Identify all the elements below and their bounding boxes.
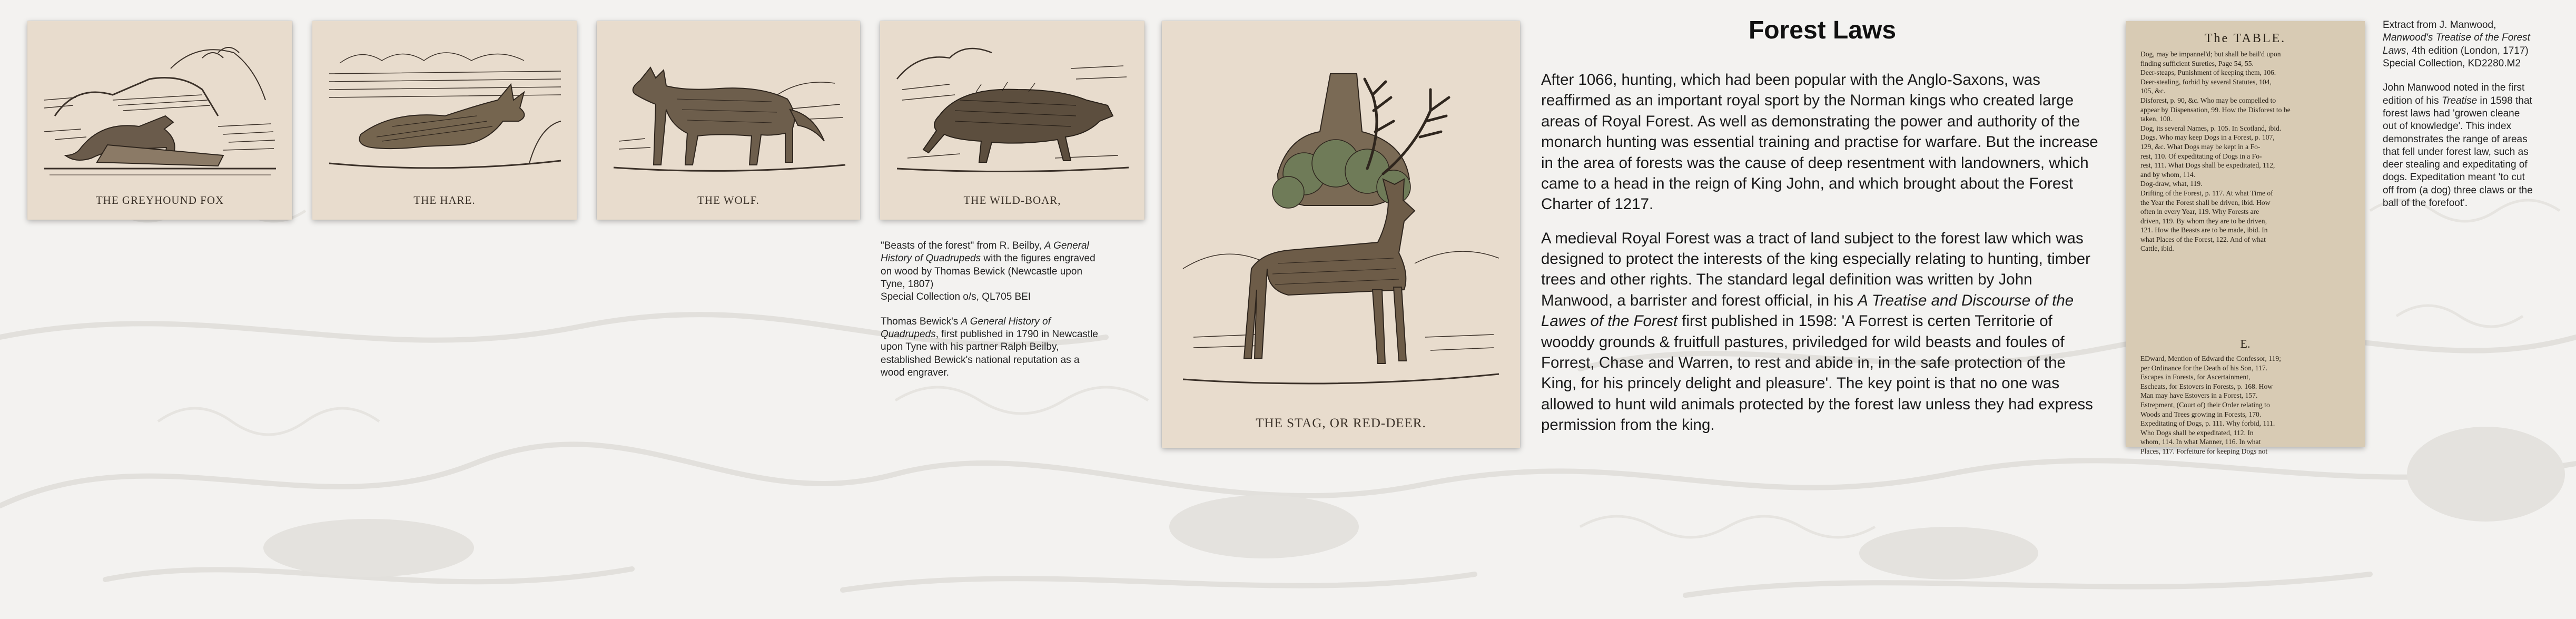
index-line: Dog, may be impannel'd; but shall be bail'd upon (2140, 50, 2281, 58)
wolf-engraving-icon (614, 36, 845, 189)
index-line: Escheats, for Estovers in Forests, p. 168. How (2140, 382, 2273, 390)
index-line: driven, 119. By whom they are to be driven, (2140, 217, 2267, 225)
index-line: what Places of the Forest, 122. And of what (2140, 235, 2266, 243)
index-line: Places, 117. Forfeiture for keeping Dogs not (2140, 447, 2268, 455)
plate-caption-stag: THE STAG, OR RED-DEER. (1256, 416, 1426, 430)
beasts-caption-source: "Beasts of the forest" from R. Beilby, A General History of Quadrupeds with the figures engraved on wood by Thomas Bewick (Newcastle upon Tyne, 1807) Special Collection o/s, QL705 BEI (881, 240, 1095, 303)
index-line: EDward, Mention of Edward the Confessor, 119; (2140, 355, 2281, 362)
index-line: Woods and Trees growing in Forests, 170. (2140, 410, 2262, 418)
plate-caption-fox: THE GREYHOUND FOX (95, 194, 224, 207)
index-line: Escapes in Forests, for Ascertainment, (2140, 373, 2251, 381)
paragraph-norman-hunting: After 1066, hunting, which had been popular with the Anglo-Saxons, was reaffirmed as an important royal sport by the Norman kings who created large areas of Royal Forest. As well as demonstrating the power and authority of the monarch hunting was essential training and practise for warfare. But the increase in the area of forests was the cause of deep resentment with landowners, which came to a head in the reign of King John, and which brought about the Forest Charter of 1217. (1541, 71, 2098, 213)
index-line: Deer-steaps, Punishment of keeping them, 106. (2140, 68, 2276, 77)
index-line: 121. How the Beasts are to be made, ibid. In (2140, 226, 2268, 234)
fox-plate (27, 21, 292, 220)
index-line: taken, 100. (2140, 115, 2173, 123)
hare-plate (312, 21, 577, 220)
plate-caption-hare: THE HARE. (413, 194, 476, 207)
index-line: 105, &c. (2140, 87, 2166, 95)
beasts-caption (881, 240, 1154, 391)
index-line: Estrepment, (Court of) their Order relating to (2140, 400, 2270, 409)
index-line: whom, 114. In what Manner, 116. In what (2140, 438, 2261, 446)
boar-plate (880, 21, 1144, 220)
beasts-caption-note: Thomas Bewick's A General History of Quadrupeds, first published in 1790 in Newcastle upon Tyne with his partner Ralph Beilby, established Bewick's national reputation as a wood engraver. (881, 316, 1098, 378)
index-line: Drifting of the Forest, p. 117. At what Time of (2140, 189, 2273, 197)
extract-caption (2383, 19, 2572, 221)
plate-caption-boar: THE WILD-BOAR, (963, 194, 1061, 207)
stag-plate (1162, 21, 1520, 448)
index-line: rest, 110. Of expeditating of Dogs in a Fo- (2140, 152, 2262, 160)
index-line: and by whom, 114. (2140, 170, 2196, 179)
index-line: Man may have Estovers in a Forest, 157. (2140, 391, 2258, 400)
book-page-section-letter: E. (2240, 337, 2251, 350)
index-line: often in every Year, 119. Why Forests are (2140, 208, 2259, 216)
index-line: Disforest, p. 90, &c. Who may be compelled to (2140, 96, 2276, 104)
treatise-index-page (2126, 21, 2365, 455)
page-title: Forest Laws (1748, 16, 1897, 44)
index-line: finding sufficient Sureties, Page 54, 55. (2140, 59, 2254, 67)
index-line: Who Dogs shall be expeditated, 112. In (2140, 428, 2254, 437)
hare-engraving-icon (329, 42, 561, 184)
index-line: 129, &c. What Dogs may be kept in a Fo- (2140, 142, 2261, 151)
index-line: the Year the Forest shall be driven, ibid. How (2140, 198, 2271, 207)
wolf-plate (597, 21, 860, 220)
index-line: appear by Dispensation, 99. How the Disforest to be (2140, 105, 2291, 114)
extract-caption-source: Extract from J. Manwood, Manwood's Treatise of the Forest Laws, 4th edition (London, 1717) Special Collection, KD2280.M2 (2383, 19, 2530, 69)
index-line: Dog-draw, what, 119. (2140, 180, 2203, 188)
book-page-entries-e (2140, 354, 2351, 456)
index-line: Cattle, ibid. (2140, 244, 2174, 253)
stag-engraving-icon (1183, 42, 1499, 400)
extract-caption-note: John Manwood noted in the first edition of his Treatise in 1598 that forest laws had 'growen cleane out of knowledge'. This index demonstrates the range of areas that fell under forest law, such as deer stealing and expeditating of dogs. Expeditation meant 'to cut off from (a dog) three claws or the ball of the forefoot'. (2383, 82, 2533, 209)
index-line: Dogs. Who may keep Dogs in a Forest, p. 107, (2140, 133, 2275, 142)
index-line: Dog, its several Names, p. 105. In Scotland, ibid. (2140, 124, 2282, 132)
boar-engraving-icon (897, 37, 1129, 190)
index-line: per Ordinance for the Death of his Son, 117. (2140, 363, 2268, 372)
book-page-heading: The TABLE. (2204, 32, 2286, 45)
plate-caption-wolf: THE WOLF. (697, 194, 759, 207)
index-line: rest, 111. What Dogs shall be expeditated, 112, (2140, 161, 2275, 170)
book-page-entries-d (2140, 50, 2351, 253)
main-body (1541, 70, 2104, 448)
index-line: Expeditating of Dogs, p. 111. Why forbid, 111. (2140, 419, 2275, 428)
fox-engraving-icon (44, 37, 276, 190)
paragraph-royal-forest-definition: A medieval Royal Forest was a tract of land subject to the forest law which was designed to protect the interests of the king especially relating to hunting, timber trees and other rights. The standard legal definition was written by John Manwood, a barrister and forest official, in his A Treatise and Discourse of the Lawes of the Forest first published in 1598: 'A Forrest is certen Territorie of wooddy grounds & fruitfull pastures, priviledged for wild beasts and foules of Forrest, Chase and Warren, to rest and abide in, in the safe protection of the King, for his princely delight and pleasure'. The key point is that no one was allowed to hunt wild animals protected by the forest law unless they had express permission from the king. (1541, 229, 2093, 434)
index-line: Deer-stealing, forbid by several Statutes, 104, (2140, 77, 2272, 86)
